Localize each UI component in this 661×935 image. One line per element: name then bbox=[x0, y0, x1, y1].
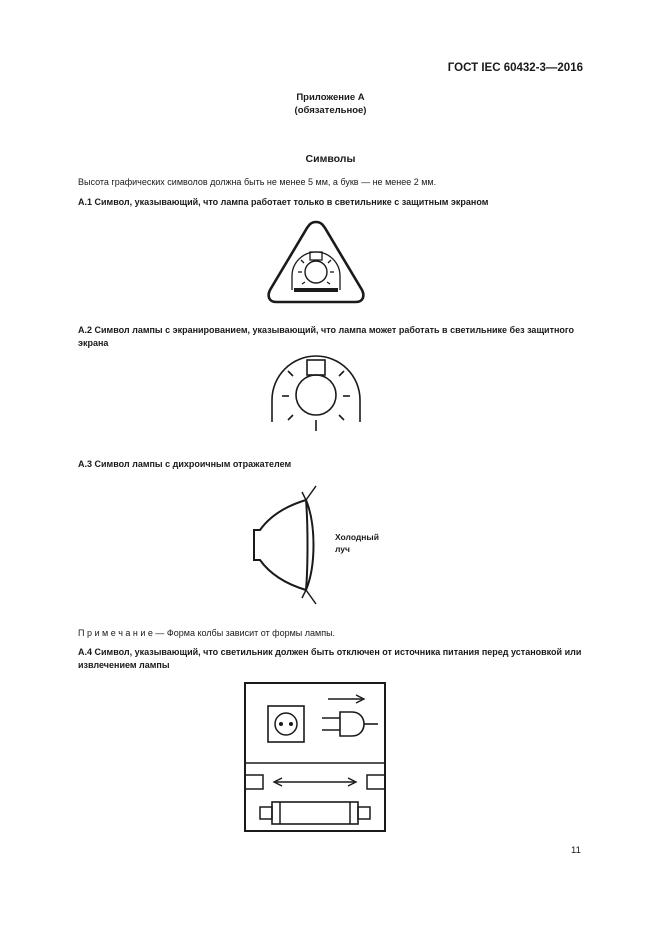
a1-heading: A.1 Символ, указывающий, что лампа работает только в светильнике с защитным экраном bbox=[78, 197, 489, 207]
disconnect-supply-symbol bbox=[244, 682, 386, 832]
a3-heading: A.3 Символ лампы с дихроичным отражателем bbox=[78, 459, 292, 469]
intro-paragraph: Высота графических символов должна быть не менее 5 мм, а букв — не менее 2 мм. bbox=[78, 177, 437, 187]
cold-beam-label-line1: Холодный bbox=[335, 532, 379, 542]
annex-subtitle: (обязательное) bbox=[294, 105, 367, 116]
a4-heading: A.4 Символ, указывающий, что светильник должен быть отключен от источника питания перед установкой или извлечением лампы bbox=[78, 647, 582, 670]
standard-designation: ГОСТ IEC 60432-3—2016 bbox=[447, 62, 583, 74]
note: П р и м е ч а н и е — Форма колбы зависит от формы лампы. bbox=[78, 628, 336, 638]
annex-title: Приложение A bbox=[296, 92, 365, 103]
lamp-in-shielded-luminaire-symbol bbox=[264, 216, 368, 308]
shielded-lamp-symbol bbox=[268, 354, 364, 436]
dichroic-reflector-symbol bbox=[244, 480, 334, 612]
a2-heading: A.2 Символ лампы с экранированием, указывающий, что лампа может работать в светильнике без защитного экрана bbox=[78, 325, 575, 348]
cold-beam-label-line2: луч bbox=[335, 544, 350, 554]
page-number: 11 bbox=[571, 845, 581, 856]
section-title: Символы bbox=[305, 153, 356, 165]
